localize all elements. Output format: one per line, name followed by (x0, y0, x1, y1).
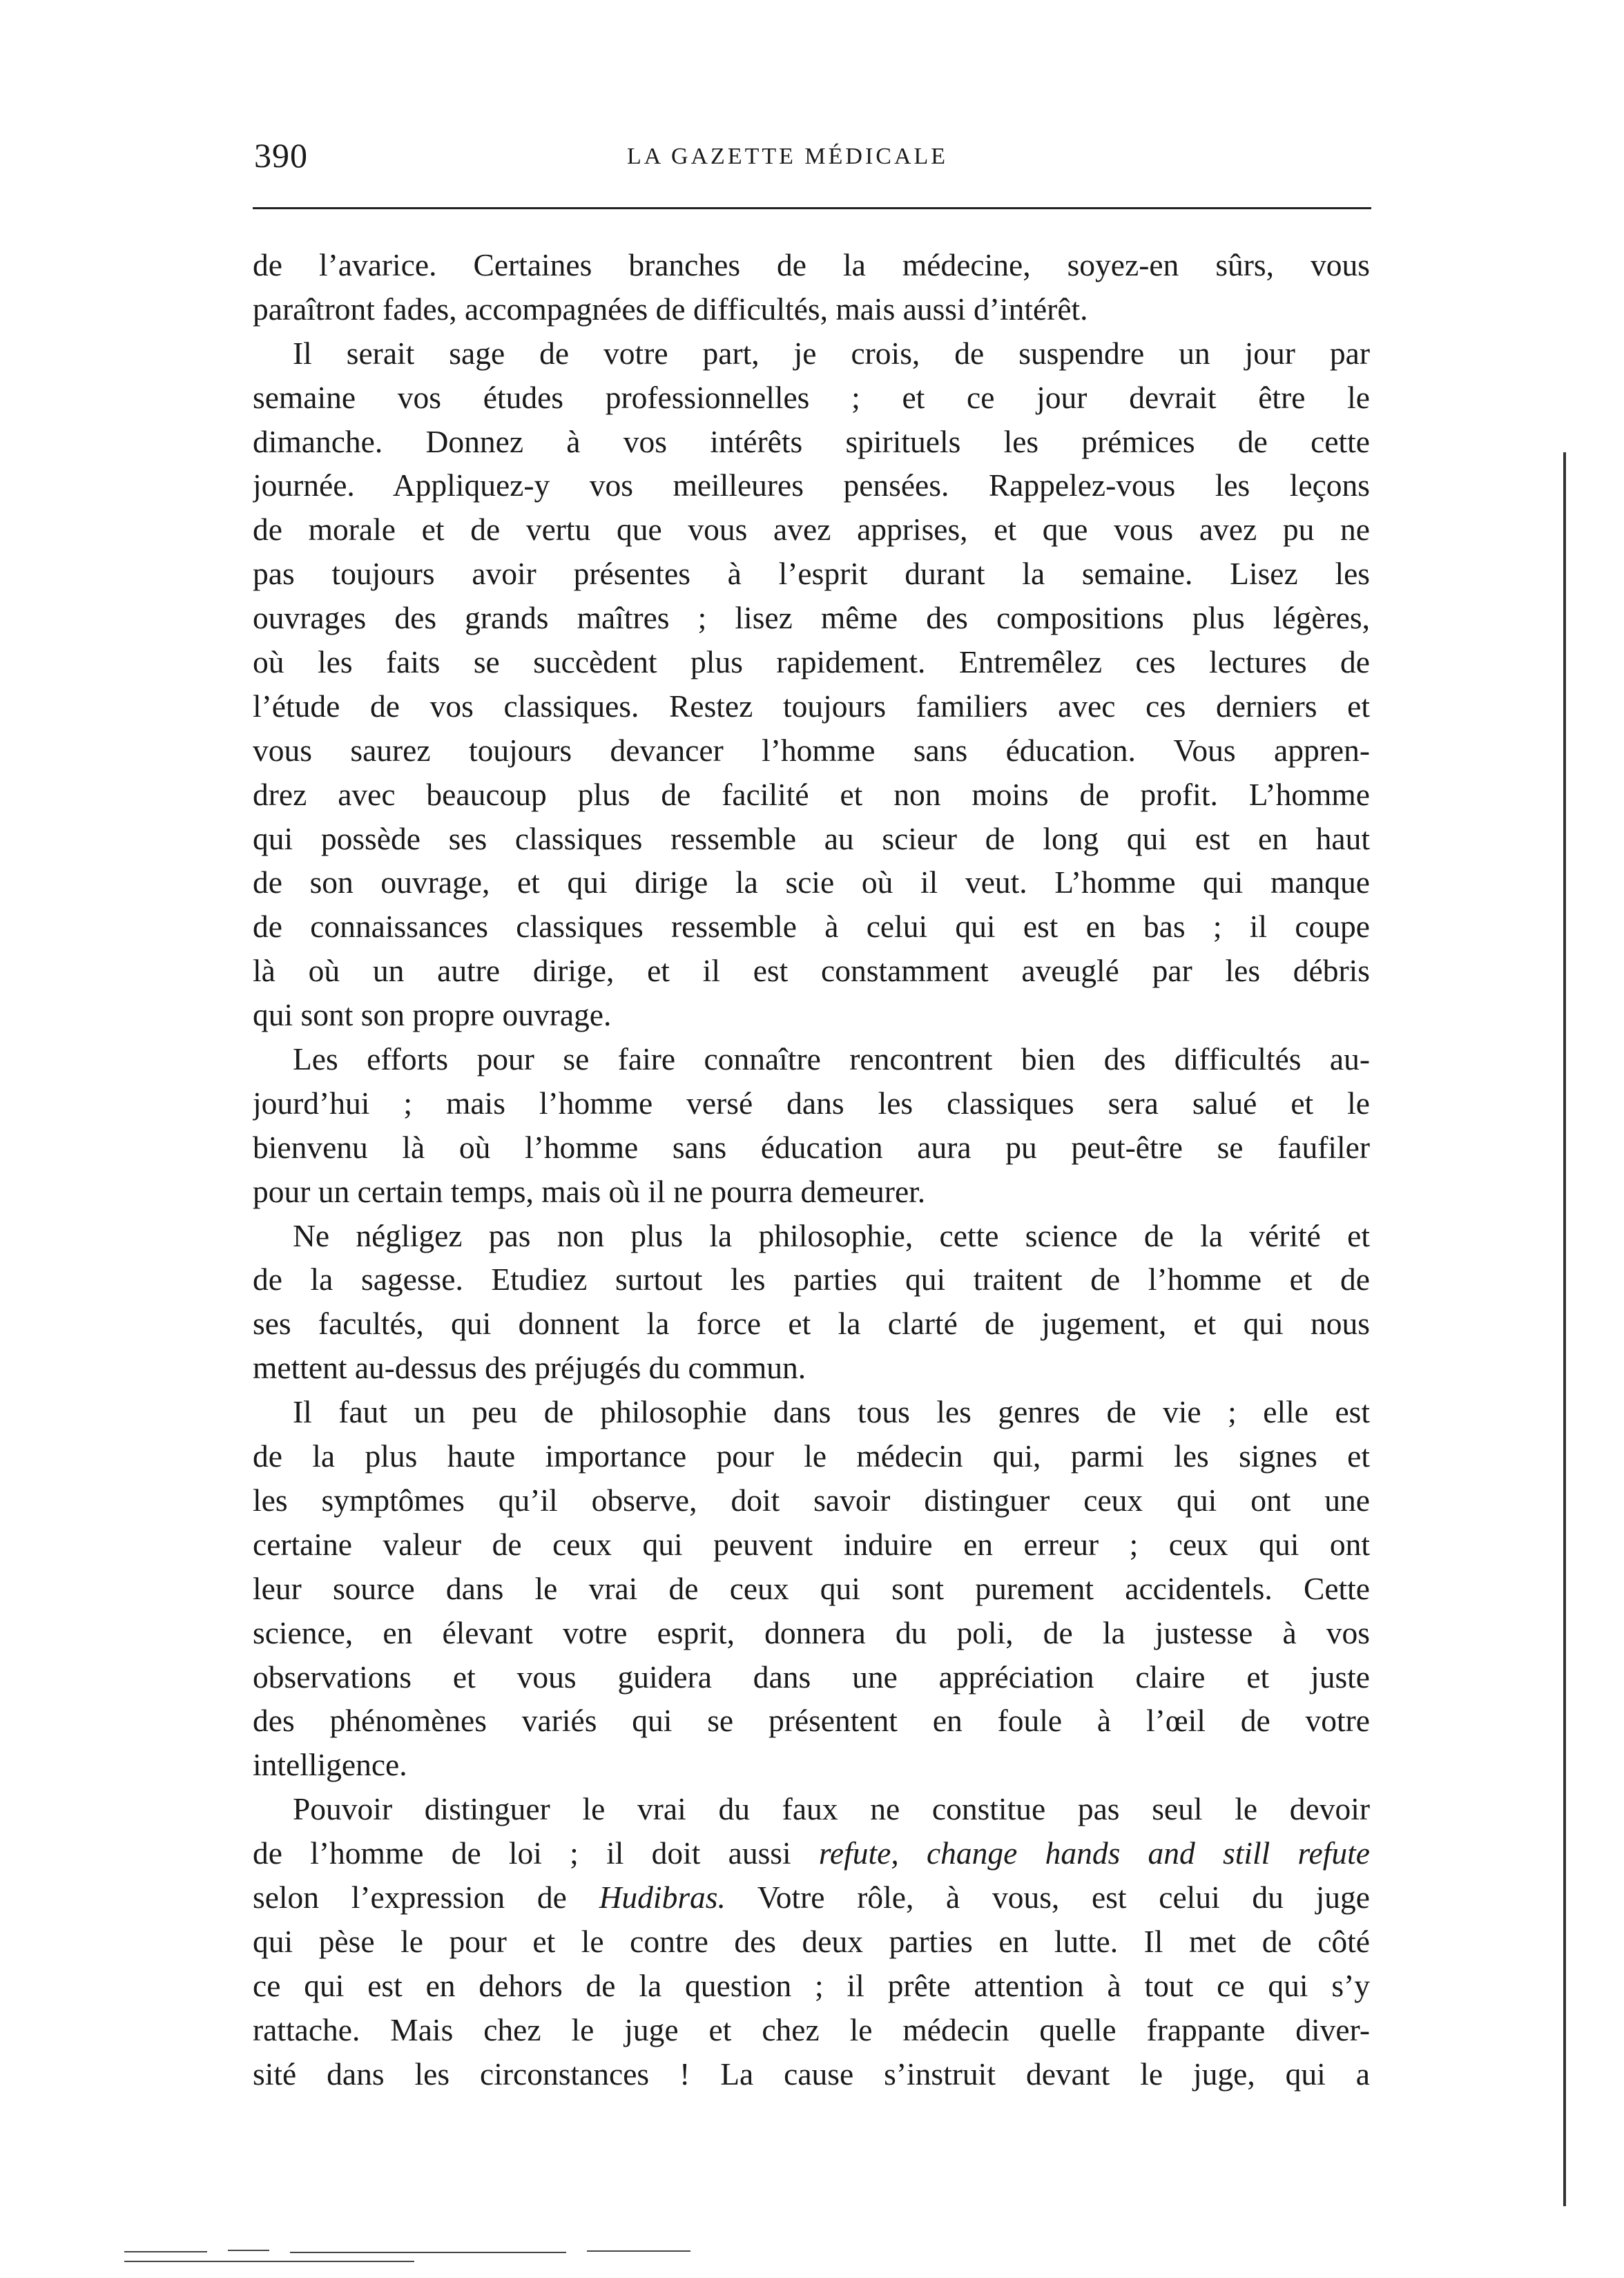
text-line: Ne négligez pas non plus la philosophie, cette science de la vérité et (293, 1217, 1370, 1253)
text-line: science, en élevant votre esprit, donnera du poli, de la justesse à vos (253, 1614, 1370, 1650)
text-line: observations et vous guidera dans une appréciation claire et juste (253, 1659, 1370, 1695)
page-header (254, 135, 1373, 184)
text-line: pour un certain temps, mais où il ne pourra demeurer. (253, 1173, 926, 1209)
text-line: Il serait sage de votre part, je crois, de suspendre un jour par (293, 335, 1370, 371)
text-line: rattache. Mais chez le juge et chez le médecin quelle frappante diver- (253, 2011, 1370, 2047)
text-line (253, 1875, 1370, 1920)
text-line: les symptômes qu’il observe, doit savoir distinguer ceux qui ont une (253, 1482, 1370, 1518)
text-line: qui sont son propre ouvrage. (253, 997, 612, 1033)
text-line: là où un autre dirige, et il est constamment aveuglé par les débris (253, 953, 1370, 989)
text-line: semaine vos études professionnelles ; et ce jour devrait être le (253, 379, 1370, 415)
text-line: ouvrages des grands maîtres ; lisez même des compositions plus légères, (253, 600, 1370, 636)
text-line: intelligence. (253, 1747, 407, 1783)
page-number: 390 (254, 136, 308, 175)
text-line: jourd’hui ; mais l’homme versé dans les classiques sera salué et le (253, 1085, 1370, 1121)
text-line: vous saurez toujours devancer l’homme sans éducation. Vous appren- (253, 732, 1370, 768)
running-head: LA GAZETTE MÉDICALE (627, 144, 949, 169)
text-line: mettent au-dessus des préjugés du commun. (253, 1350, 806, 1386)
italic-segment: refute, change hands and still refute (818, 1835, 1370, 1871)
text-line: de la sagesse. Etudiez surtout les parties qui traitent de l’homme et de (253, 1262, 1370, 1297)
text-segment: Votre rôle, à vous, est celui du juge (725, 1879, 1370, 1915)
text-line: des phénomènes variés qui se présentent en foule à l’œil de votre (253, 1703, 1370, 1739)
text-line: dimanche. Donnez à vos intérêts spirituels les prémices de cette (253, 423, 1370, 459)
text-line: drez avec beaucoup plus de facilité et non moins de profit. L’homme (253, 776, 1370, 812)
text-line: l’étude de vos classiques. Restez toujours familiers avec ces derniers et (253, 688, 1370, 724)
italic-segment: Hudibras. (599, 1879, 726, 1915)
text-line: pas toujours avoir présentes à l’esprit durant la semaine. Lisez les (253, 556, 1370, 592)
text-line: Les efforts pour se faire connaître rencontrent bien des difficultés au- (293, 1041, 1370, 1077)
text-line: paraîtront fades, accompagnées de difficultés, mais aussi d’intérêt. (253, 291, 1088, 327)
text-line: Il faut un peu de philosophie dans tous les genres de vie ; elle est (293, 1394, 1370, 1430)
body-text (253, 243, 1370, 2096)
text-segment: selon l’expression de (253, 1879, 599, 1915)
text-line: de son ouvrage, et qui dirige la scie où il veut. L’homme qui manque (253, 865, 1370, 900)
text-line: de l’avarice. Certaines branches de la médecine, soyez-en sûrs, vous (253, 247, 1370, 282)
text-segment: de l’homme de loi ; il doit aussi (253, 1835, 819, 1871)
text-line: de morale et de vertu que vous avez apprises, et que vous avez pu ne (253, 512, 1370, 548)
margin-rule (1563, 452, 1566, 2206)
text-line: certaine valeur de ceux qui peuvent induire en erreur ; ceux qui ont (253, 1526, 1370, 1562)
text-line: Pouvoir distinguer le vrai du faux ne constitue pas seul le devoir (293, 1791, 1370, 1827)
text-line: journée. Appliquez-y vos meilleures pensées. Rappelez-vous les leçons (253, 467, 1370, 503)
scan-artifact-marks (124, 2246, 711, 2266)
text-line (253, 1831, 1370, 1875)
text-line: qui possède ses classiques ressemble au scieur de long qui est en haut (253, 820, 1370, 856)
text-line: où les faits se succèdent plus rapidement. Entremêlez ces lectures de (253, 644, 1370, 680)
text-line: bienvenu là où l’homme sans éducation aura pu peut-être se faufiler (253, 1129, 1370, 1165)
text-line: leur source dans le vrai de ceux qui sont purement accidentels. Cette (253, 1570, 1370, 1606)
text-line: sité dans les circonstances ! La cause s’instruit devant le juge, qui a (253, 2056, 1370, 2092)
header-rule (253, 207, 1371, 209)
text-line: qui pèse le pour et le contre des deux parties en lutte. Il met de côté (253, 1923, 1370, 1959)
text-line: de connaissances classiques ressemble à celui qui est en bas ; il coupe (253, 909, 1370, 945)
text-line: ses facultés, qui donnent la force et la clarté de jugement, et qui nous (253, 1306, 1370, 1342)
text-line: de la plus haute importance pour le médecin qui, parmi les signes et (253, 1438, 1370, 1474)
text-line: ce qui est en dehors de la question ; il prête attention à tout ce qui s’y (253, 1967, 1370, 2003)
